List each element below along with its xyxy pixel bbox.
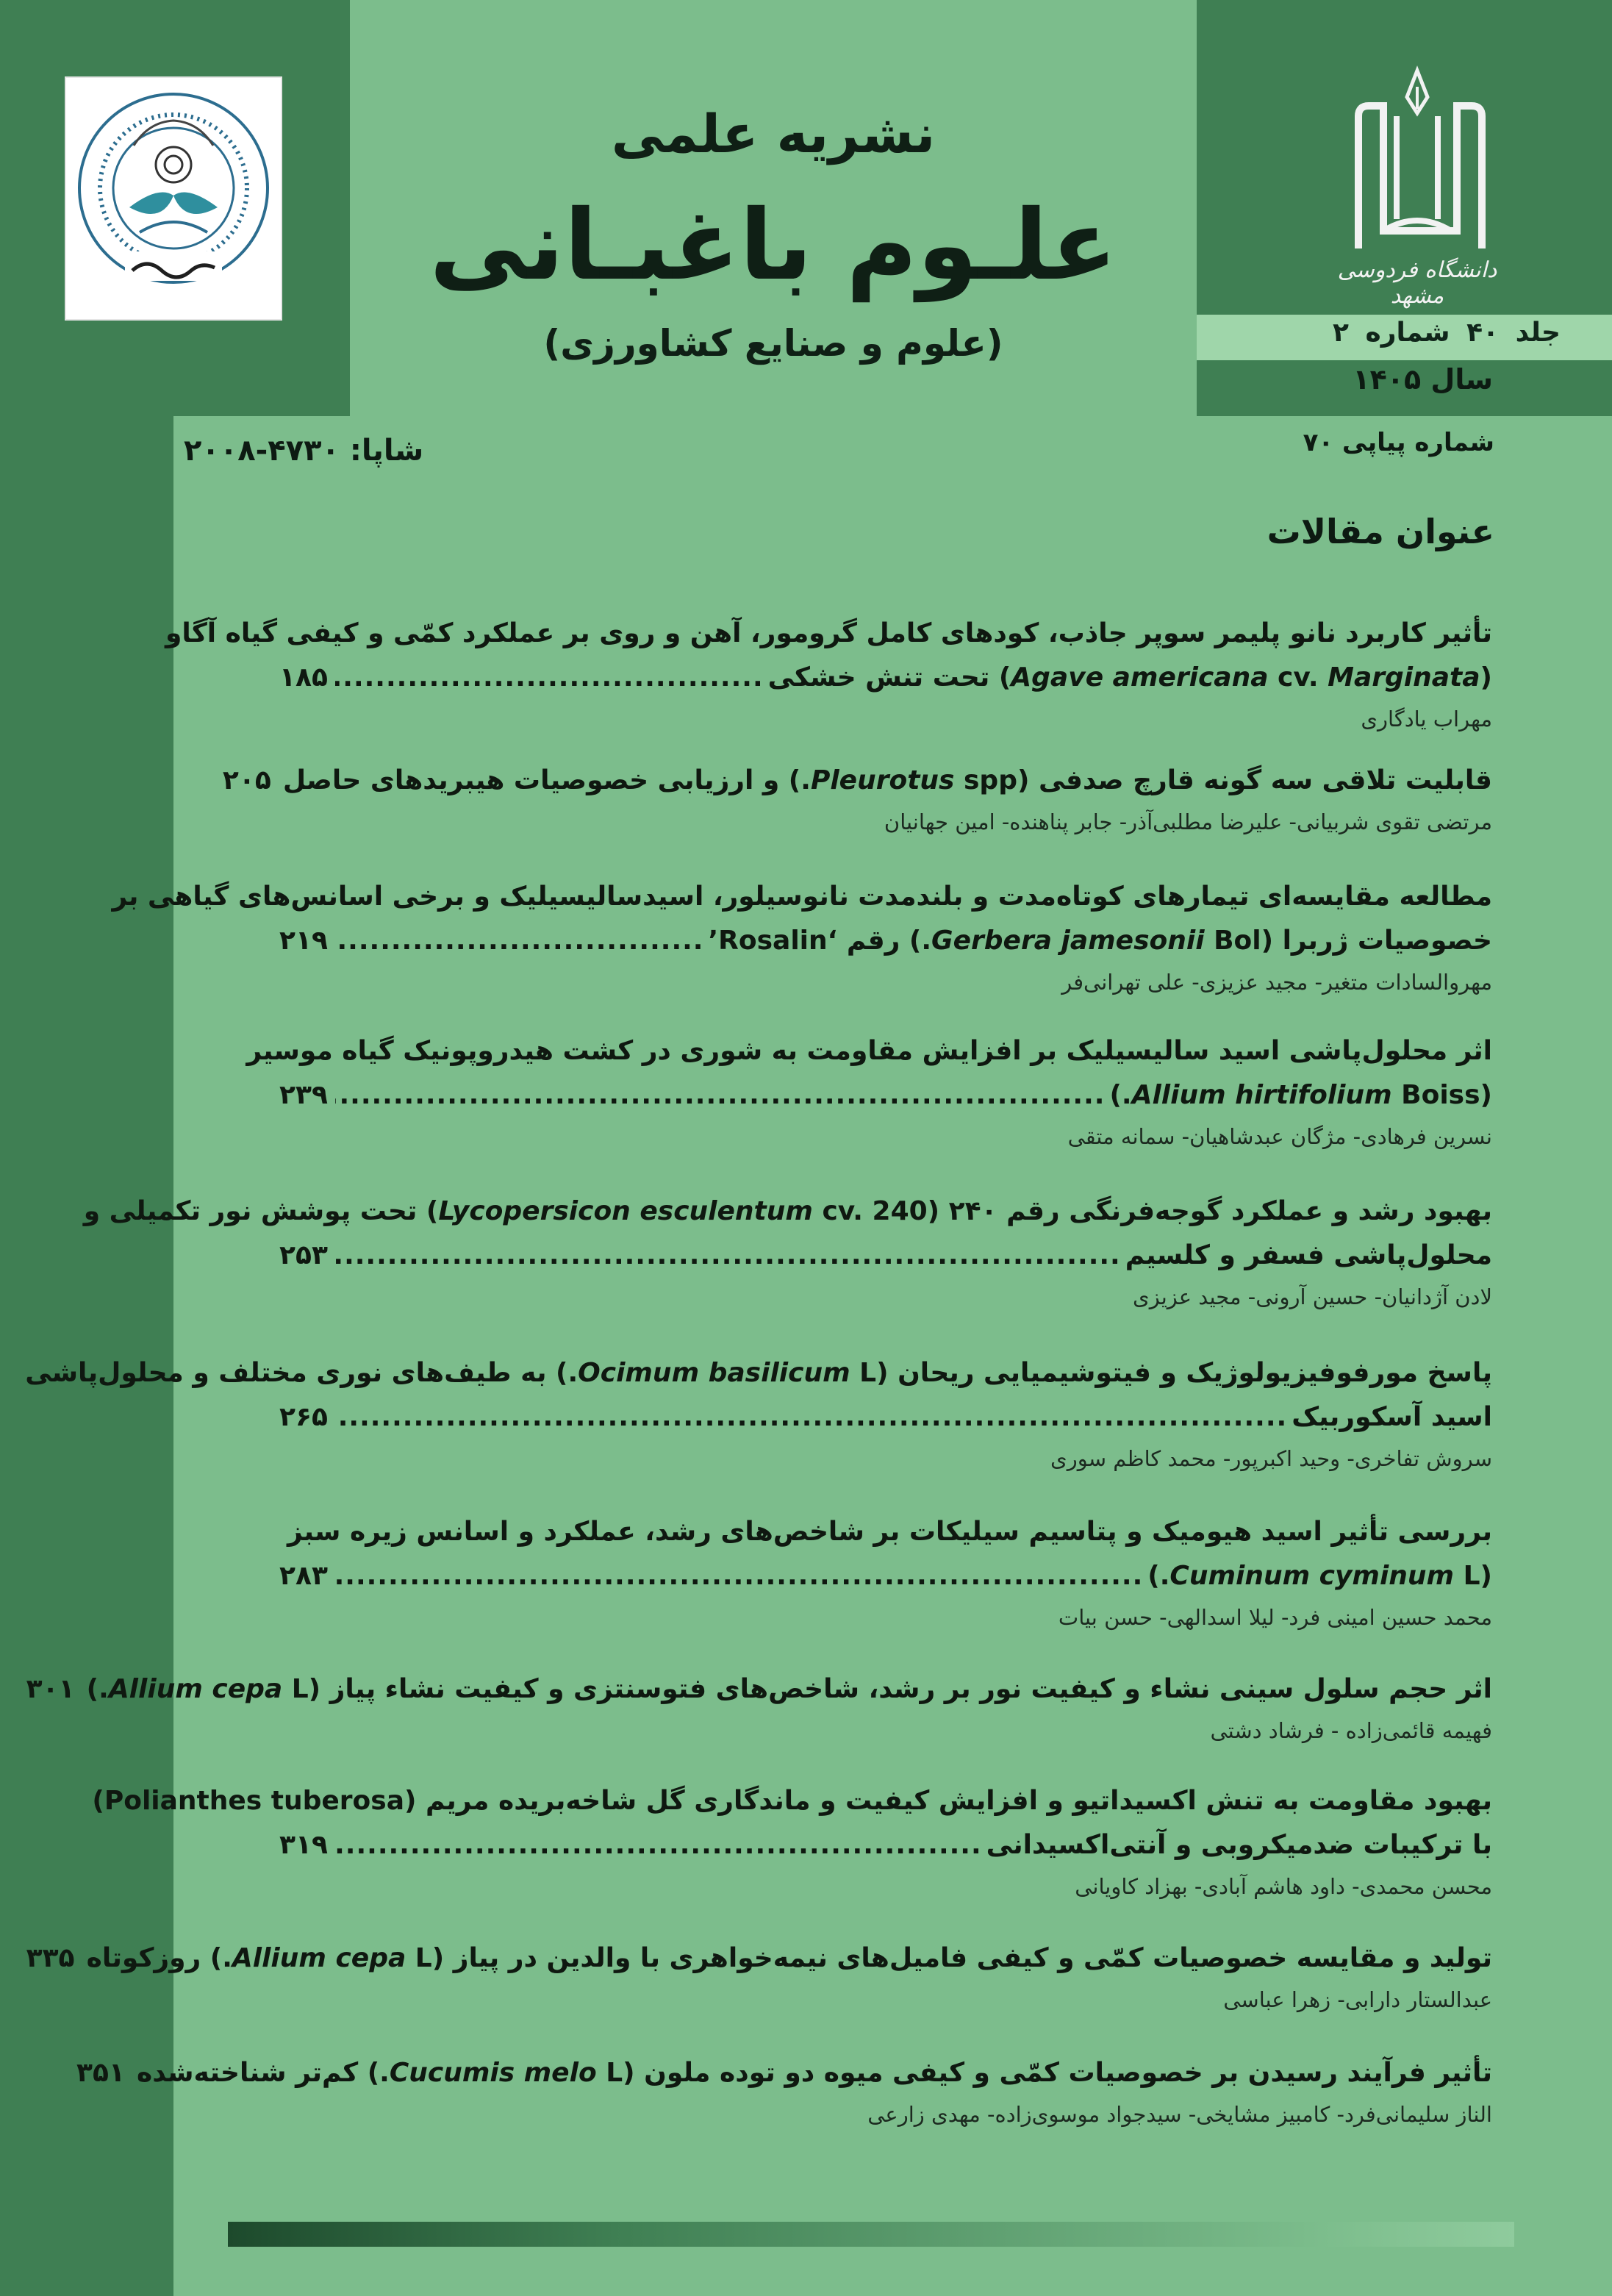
article-title-line[interactable]: بهبود مقاومت به تنش اکسیداتیو و افزایش کیفیت و ماندگاری گل شاخه‌بریده مریم (Polianthes tuberosa) — [92, 1786, 1492, 1816]
page-number: ۲۱۹ — [279, 926, 328, 956]
page-number: ۳۳۵ — [26, 1943, 75, 1973]
article-entry — [25, 1351, 1492, 1476]
article-entry — [92, 1779, 1492, 1904]
page-number: ۳۵۱ — [76, 2058, 125, 2088]
leader-dots — [335, 1073, 1105, 1117]
leader-dots — [335, 919, 703, 963]
article-title-line[interactable]: قابلیت تلاقی سه گونه قارچ صدفی (Pleurotus spp.) و ارزیابی خصوصیات هیبریدهای حاصل ۲۰۵ — [279, 759, 1492, 803]
leader-dots — [335, 1395, 1287, 1440]
article-title-line[interactable]: (Agave americana cv. Marginata) تحت تنش خشکی ..... ۱۸۵ — [279, 656, 1492, 700]
volume-issue: جلد ۴۰ شماره ۲ — [1332, 318, 1561, 348]
university-logo — [1329, 65, 1505, 309]
page-number: ۳۰۱ — [26, 1674, 75, 1704]
article-title-line[interactable]: با ترکیبات ضدمیکروبی و آنتی‌اکسیدانی ..... ۳۱۹ — [279, 1823, 1492, 1867]
article-title-line[interactable]: بهبود رشد و عملکرد گوجه‌فرنگی رقم ۲۴۰ (Lycopersicon esculentum cv. 240) تحت پوشش نور تکمیلی و — [83, 1196, 1492, 1226]
article-title-line[interactable]: (Allium hirtifolium Boiss.) ..... ۲۳۹ — [279, 1073, 1492, 1117]
page-number: ۲۸۳ — [279, 1561, 328, 1591]
article-entry — [26, 1936, 1492, 2017]
journal-subtitle: (علوم و صنایع کشاورزی) — [543, 322, 1003, 365]
article-title-line[interactable]: بررسی تأثیر اسید هیومیک و پتاسیم سیلیکات بر شاخص‌های رشد، عملکرد و اسانس زیره سبز — [287, 1517, 1492, 1547]
article-authors: نسرین فرهادی- مژگان عبدشاهیان- سمانه متقی — [1067, 1124, 1492, 1149]
journal-super-title: نشریه علمی — [611, 103, 936, 165]
article-title-line[interactable]: اثر محلول‌پاشی اسید سالیسیلیک بر افزایش مقاومت به شوری در کشت هیدروپونیک گیاه موسیر — [246, 1036, 1492, 1066]
publication-year: سال ۱۴۰۵ — [1353, 363, 1493, 396]
article-authors: محسن محمدی- داود هاشم آبادی- بهزاد کاویانی — [1075, 1874, 1492, 1899]
article-entry — [279, 1510, 1492, 1635]
article-authors: لادن آژدانیان- حسین آرونی- مجید عزیزی — [1133, 1284, 1492, 1309]
article-title-line[interactable]: تأثیر کاربرد نانو پلیمر سوپر جاذب، کودهای کامل گرومور، آهن و روی بر عملکرد کمّی و کیفی گیاه آگاو — [165, 618, 1492, 648]
leader-dots — [335, 1234, 1121, 1278]
article-authors: محمد حسین امینی فرد- لیلا اسدالهی- حسن بیات — [1058, 1605, 1492, 1630]
article-entry — [83, 1190, 1492, 1315]
university-name: دانشگاه فردوسی مشهد — [1337, 257, 1497, 309]
leader-dots — [335, 1554, 1143, 1598]
article-title-line[interactable]: (Cuminum cyminum L.) ..... ۲۸۳ — [279, 1554, 1492, 1598]
article-title-line[interactable]: تأثیر فرآیند رسیدن بر خصوصیات کمّی و کیفی میوه دو توده ملون (Cucumis melo L.) کم‌تر شناخته‌شده ۳۵۱ — [279, 2051, 1492, 2095]
issn: شاپا: ۴۷۳۰-۲۰۰۸ — [184, 434, 424, 468]
page-number: ۲۳۹ — [279, 1080, 328, 1110]
article-authors: عبدالستار دارابی- زهرا عباسی — [1223, 1987, 1492, 2012]
article-title-line[interactable]: پاسخ مورفوفیزیولوژیک و فیتوشیمیایی ریحان (Ocimum basilicum L.) به طیف‌های نوری مختلف و محلول‌پاشی — [25, 1358, 1492, 1388]
article-title-line[interactable]: محلول‌پاشی فسفر و کلسیم ..... ۲۵۳ — [279, 1234, 1492, 1278]
page-number: ۲۰۵ — [222, 765, 271, 795]
article-title-line[interactable]: اسید آسکوربیک ..... ۲۶۵ — [279, 1395, 1492, 1440]
article-authors: مرتضی تقوی شربیانی- علیرضا مطلبی‌آذر- جابر پناهنده- امین جهانیان — [884, 809, 1492, 834]
article-entry — [222, 759, 1492, 840]
article-entry — [165, 612, 1492, 737]
article-authors: الناز سلیمانی‌فرد- کامبیز مشایخی- سیدجواد موسوی‌زاده- مهدی زارعی — [867, 2102, 1492, 2127]
footer-gradient-bar — [228, 2222, 1514, 2247]
serial-issue-number: شماره پیاپی ۷۰ — [1303, 428, 1494, 457]
page-number: ۱۸۵ — [279, 662, 328, 693]
page-number: ۲۵۳ — [279, 1240, 328, 1270]
article-authors: مهروالسادات متغیر- مجید عزیزی- علی تهرانی‌فر — [1061, 970, 1492, 995]
article-entry — [112, 875, 1492, 1000]
article-entry — [76, 2051, 1492, 2132]
article-title-line[interactable]: تولید و مقایسه خصوصیات کمّی و کیفی فامیل‌های نیمه‌خواهری با والدین در پیاز (Allium cepa L.) روزکوتاه ۳۳۵ — [279, 1936, 1492, 1981]
association-seal-icon — [66, 78, 281, 319]
association-logo — [65, 76, 282, 321]
article-entry — [26, 1667, 1492, 1748]
article-title-line[interactable]: اثر حجم سلول سینی نشاء و کیفیت نور بر رشد، شاخص‌های فتوسنتزی و کیفیت نشاء پیاز (Allium cepa L.) ۳۰۱ — [279, 1667, 1492, 1712]
article-entry — [246, 1029, 1492, 1154]
article-authors: فهیمه قائمی‌زاده - فرشاد دشتی — [1210, 1718, 1492, 1743]
toc-heading: عنوان مقالات — [1267, 512, 1494, 551]
leader-dots — [335, 1823, 982, 1867]
article-authors: مهراب یادگاری — [1361, 707, 1492, 732]
article-authors: سروش تفاخری- وحید اکبرپور- محمد کاظم سوری — [1050, 1446, 1492, 1471]
page-number: ۳۱۹ — [279, 1830, 328, 1860]
leader-dots — [335, 656, 764, 700]
article-title-line[interactable]: خصوصیات ژربرا (Gerbera jamesonii Bol.) رقم ‘Rosalin’ ..... ۲۱۹ — [279, 919, 1492, 963]
article-title-line[interactable]: مطالعه مقایسه‌ای تیمارهای کوتاه‌مدت و بلندمدت نانوسیلور، اسیدسالیسیلیک و برخی اسانس‌های گیاهی بر — [112, 881, 1492, 912]
journal-title: علـوم باغبـانی — [429, 189, 1117, 302]
page-number: ۲۶۵ — [279, 1402, 328, 1432]
